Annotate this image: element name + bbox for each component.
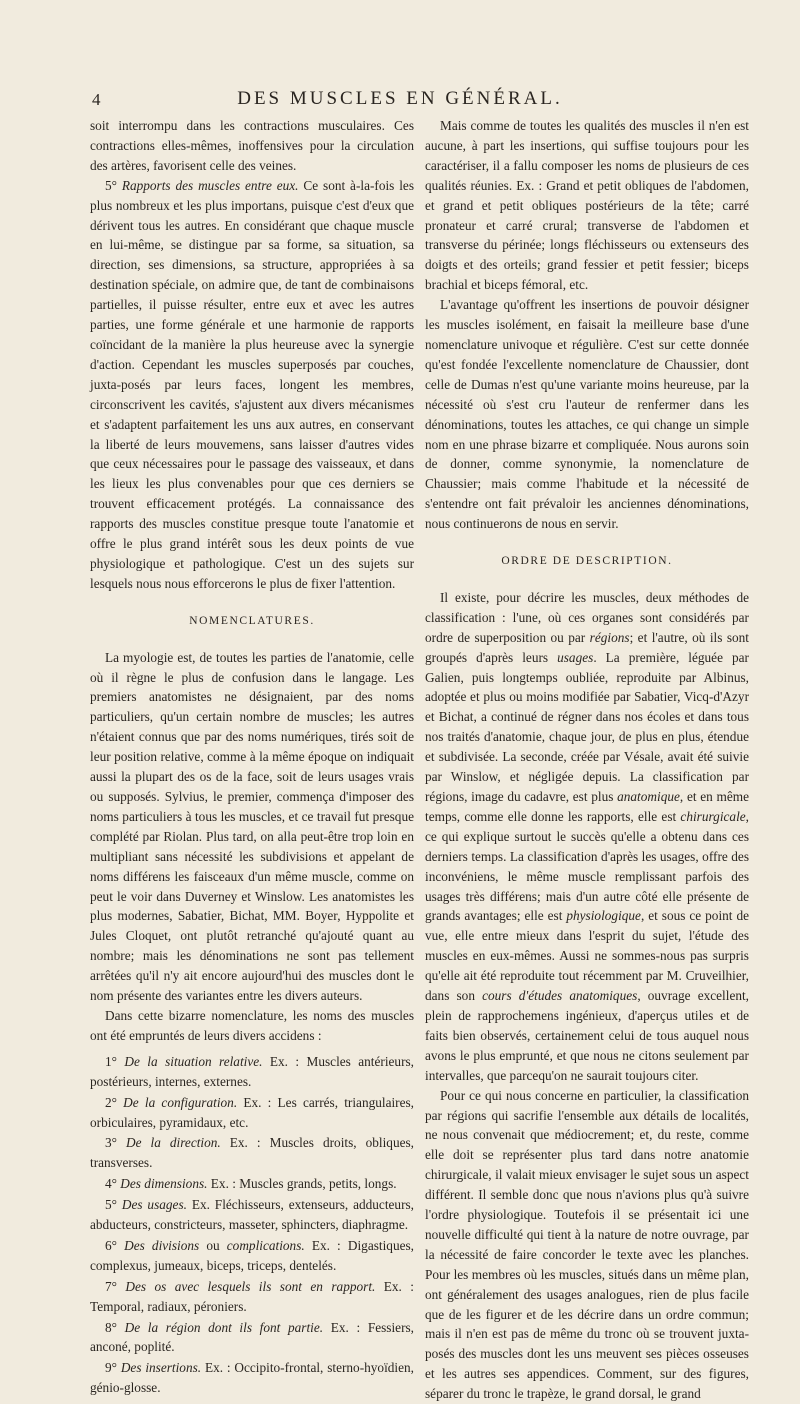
paragraph-title: Rapports des muscles entre eux.	[121, 177, 299, 193]
list-item: 1° De la situation relative. Ex. : Muscles antérieurs, postérieurs, internes, externes.	[90, 1053, 415, 1089]
right-column	[425, 116, 749, 1404]
list-number: 5°	[105, 177, 122, 193]
section-heading: NOMENCLATURES.	[189, 614, 315, 627]
list-item: 9° Des insertions. Ex. : Occipito-frontal, sterno-hyoïdien, génio-glosse.	[90, 1360, 414, 1396]
list-item: 8° De la région dont ils font partie. Ex. : Fessiers, anconé, poplité.	[90, 1319, 414, 1355]
page-number: 4	[92, 90, 102, 109]
paragraph: Pour ce qui nous concerne en particulier, la classification par régions qui sacrifie l'ensemble aux détails de localités, ne nous convenait que médiocrement; et, du reste, comme elle doit se représenter plus tard dans notre anatomie chirurgicale, il valait mieux envisager le sujet sous un aspect différent. Il semble donc que nous n'avions plus qu'à suivre l'ordre physiologique. Toutefois il se présentait ici une nouvelle difficulté qui tient à la nature de notre ouvrage, par la nécessité de faire concorder le texte avec les planches. Pour les membres où les muscles, situés dans un même plan, ont généralement des usages analogues, rien de plus facile que de les figurer et de les décrire dans un ordre commun; mais il n'en est pas de même du tronc où se trouvent juxta-posés des muscles dont les uns meuvent ses pièces osseuses et les autres ses appendices. Comment, sur des figures, séparer du tronc le trapèze, le grand dorsal, le grand	[425, 1087, 749, 1402]
list-item: 6° Des divisions ou complications. Ex. : Digastiques, complexus, jumeaux, biceps, triceps, dentelés.	[90, 1237, 414, 1273]
list-item: 5° Des usages. Ex. Fléchisseurs, extenseurs, adducteurs, abducteurs, constricteurs, masseter, sphincters, diaphragme.	[90, 1197, 415, 1233]
list-item: 7° Des os avec lesquels ils sont en rapport. Ex. : Temporal, radiaux, péroniers.	[90, 1278, 414, 1314]
section-heading: ORDRE DE DESCRIPTION.	[501, 555, 673, 568]
list-item: 3° De la direction. Ex. : Muscles droits, obliques, transverses.	[90, 1135, 414, 1171]
left-column	[90, 116, 414, 1398]
paragraph: soit interrompu dans les contractions musculaires. Ces contractions elles-mêmes, inoffensives pour la circulation des artères, favorisent celle des veines.	[90, 118, 414, 173]
paragraph: Dans cette bizarre nomenclature, les noms des muscles ont été empruntés de leurs divers accidens :	[90, 1007, 414, 1043]
paragraph: Mais comme de toutes les qualités des muscles il n'en est aucune, à part les insertions, qui suffise toujours pour les caractériser, il a fallu composer les noms de plusieurs de ces qualités réunies. Ex. : Grand et petit obliques de l'abdomen, et grand et petit obliques postérieurs de la tête; carré pronateur et carré crural; transverse de l'abdomen et transverse du périnée; longs fléchisseurs ou extenseurs des doigts et des orteils; grand fessier et petit fessier; biceps brachial et biceps fémoral, etc.	[425, 118, 749, 293]
list-item: 4° Des dimensions. Ex. : Muscles grands, petits, longs.	[105, 1176, 397, 1192]
paragraph	[90, 176, 414, 594]
list-item: 2° De la configuration. Ex. : Les carrés, triangulaires, orbiculaires, pyramidaux, etc.	[90, 1094, 415, 1130]
paragraph-body: Ce sont à-la-fois les plus nombreux et les plus importans, puisque c'est d'eux que dérivent tous les autres. En considérant que chaque muscle en lui-même, se distingue par sa forme, sa situation, sa direction, ses dimensions, sa structure, appropriées à sa destination spéciale, on admire que, de tant de combinaisons partielles, il puisse résulter, entre eux et avec les autres parties, une forme générale et une harmonie de rapports coïncidant de la manière la plus heureuse avec la synergie d'action. Cependant les muscles superposés par couches, juxta-posés par leurs faces, longent les membres, circonscrivent les cavités, s'ajustent aux divers mécanismes et s'adaptent parfaitement les uns aux autres, en conservant la liberté de leurs mouvemens, sans laisser d'autres vides que ceux nécessaires pour le passage des vaisseaux, et dans les lieux les plus convenables pour que ces derniers se trouvent efficacement protégés. La connaissance des rapports des muscles constitue presque toute l'anatomie et offre le plus grand intérêt sous les deux points de vue physiologique et pathologique. C'est un des sujets sur lesquels nous nous efforcerons le plus de fixer l'attention.	[90, 177, 414, 591]
paragraph: L'avantage qu'offrent les insertions de pouvoir désigner les muscles isolément, en faisait la meilleure base d'une nomenclature univoque et régulière. C'est sur cette donnée qu'est fondée l'excellente nomenclature de Chaussier, dont celle de Dumas n'est qu'une variante moins heureuse, par la nécessité où s'est cru l'auteur de renfermer dans les dénominations, toutes les attaches, ce qui change un simple nom en une phrase bizarre et compliquée. Nous aurons soin de donner, comme synonymie, la nomenclature de Chaussier; mais comme l'habitude et la nécessité de s'entendre ont fait prévaloir les anciennes dénominations, nous continuerons de nous en servir.	[425, 297, 749, 532]
running-head: DES MUSCLES EN GÉNÉRAL.	[237, 88, 563, 109]
paragraph: La myologie est, de toutes les parties de l'anatomie, celle où il règne le plus de confusion dans le langage. Les premiers anatomistes ne désignaient, par des noms particuliers, qu'un certain nombre de muscles; les autres n'étaient connus que par des noms numériques, tirés soit de leur position relative, comme à la même époque on indiquait aussi la plupart des os de la face, soit de leurs usages vrais ou supposés. Sylvius, le premier, commença d'imposer des noms particuliers à tous les muscles, et ce travail fut presque complété par Riolan. Plus tard, on alla peut-être trop loin en multipliant sans nécessité les subdivisions et appelant de noms différens les faisceaux d'un même muscle, comme on peut le voir dans Duverney et Winslow. Les anatomistes les plus modernes, Sabatier, Bichat, MM. Boyer, Hyppolite et Jules Cloquet, ont plutôt retranché qu'ajouté quant au nombre; mais les dénominations ne sont pas tellement arrêtées qu'il n'y ait encore aujourd'hui des muscles dont le nom présente des variantes entre les divers auteurs.	[90, 649, 414, 1004]
paragraph: Il existe, pour décrire les muscles, deux méthodes de classification : l'une, où ces organes sont considérés par ordre de superposition ou par régions; et l'autre, où ils sont groupés d'après leurs usages. La première, léguée par Galien, puis longtemps oubliée, reproduite par Albinus, adoptée et plus ou moins modifiée par Sabatier, Vicq-d'Azyr et Bichat, a continué de régner dans nos écoles et dans tous nos traités d'anatomie, chaque jour, de plus en plus, étendue et subdivisée. La seconde, créée par Vésale, avait été suivie par Winslow, et négligée depuis. La classification par régions, image du cadavre, est plus anatomique, et en même temps, comme elle donne les rapports, elle est chirurgicale, ce qui explique surtout le succès qu'elle a obtenu dans ces derniers temps. La classification d'après les usages, offre des inconvéniens, le même muscle remplissant parfois des usages très différens; mais d'un autre côté elle présente de grands avantages; elle est physiologique, et sous ce point de vue, elle entre mieux dans l'esprit du sujet, l'étude des muscles en eux-mêmes. Aussi ne sommes-nous pas surpris qu'elle ait été reproduite tout récemment par M. Cruveilhier, dans son cours d'études anatomiques, ouvrage excellent, plein de rapprochemens ingénieux, d'aperçus utiles et de faits bien observés, certainement celui de tous auquel nous avons le plus emprunté, et que nous ne citons seulement par intervalles, que parcequ'on ne saurait toujours citer.	[425, 589, 750, 1083]
